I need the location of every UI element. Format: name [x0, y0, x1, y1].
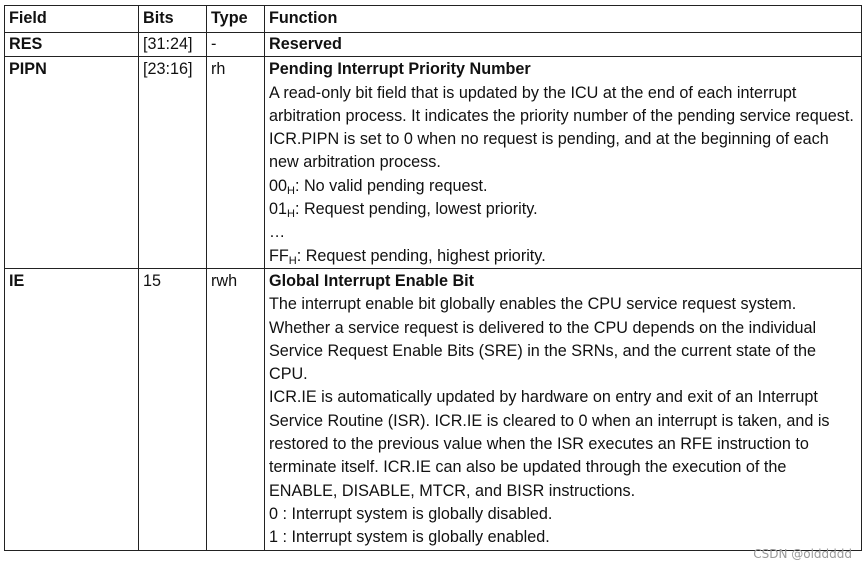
- function-description: The interrupt enable bit globally enables the CPU service request system. Whether a service request is delivered to the CPU depends on the individual Service Request Enable Bits (SRE) in the SRNs, and the current state of the CPU.: [269, 295, 817, 384]
- field-function: [265, 33, 862, 57]
- register-field-table: [4, 5, 862, 551]
- table-row-res: [5, 33, 862, 57]
- field-type: -: [207, 33, 265, 57]
- function-description: A read-only bit field that is updated by the ICU at the end of each interrupt arbitration process. It indicates the priority number of the pending service request. ICR.PIPN is set to 0 when no request is pending, and at the beginning of each new arbitration process.: [269, 83, 854, 172]
- table-header-row: [5, 6, 862, 33]
- field-name: PIPN: [5, 57, 139, 269]
- header-function: Function: [265, 6, 862, 33]
- table-row-ie: [5, 268, 862, 550]
- field-bits: 15: [139, 268, 207, 550]
- value-item: 1 : Interrupt system is globally enabled.: [269, 528, 550, 547]
- field-bits: [23:16]: [139, 57, 207, 269]
- function-title: Global Interrupt Enable Bit: [269, 271, 475, 290]
- header-bits: Bits: [139, 6, 207, 33]
- field-name: RES: [5, 33, 139, 57]
- value-item: 0 : Interrupt system is globally disabled.: [269, 504, 553, 523]
- field-type: rwh: [207, 268, 265, 550]
- value-item: $FF_H$: Request pending, highest priority.: [269, 246, 546, 267]
- value-item: $01_H$: Request pending, lowest priority.: [269, 200, 538, 221]
- header-field: Field: [5, 6, 139, 33]
- function-title: Reserved: [269, 35, 342, 53]
- field-type: rh: [207, 57, 265, 269]
- value-ellipsis: …: [269, 223, 286, 242]
- field-name: IE: [5, 268, 139, 550]
- value-item: $00_H$: No valid pending request.: [269, 176, 488, 197]
- function-description-2: ICR.IE is automatically updated by hardware on entry and exit of an Interrupt Service Routine (ISR). ICR.IE is cleared to 0 when an interrupt is taken, and is restored to the previous value when the ISR executes an RFE instruction to terminate itself. ICR.IE can also be updated through the execution of the ENABLE, DISABLE, MTCR, and BISR instructions.: [269, 388, 830, 500]
- table-row-pipn: [5, 57, 862, 269]
- function-title: Pending Interrupt Priority Number: [269, 60, 531, 79]
- field-function: [265, 268, 862, 550]
- header-type: Type: [207, 6, 265, 33]
- watermark: CSDN @olddddd: [753, 547, 852, 561]
- field-bits: [31:24]: [139, 33, 207, 57]
- field-function: [265, 57, 862, 269]
